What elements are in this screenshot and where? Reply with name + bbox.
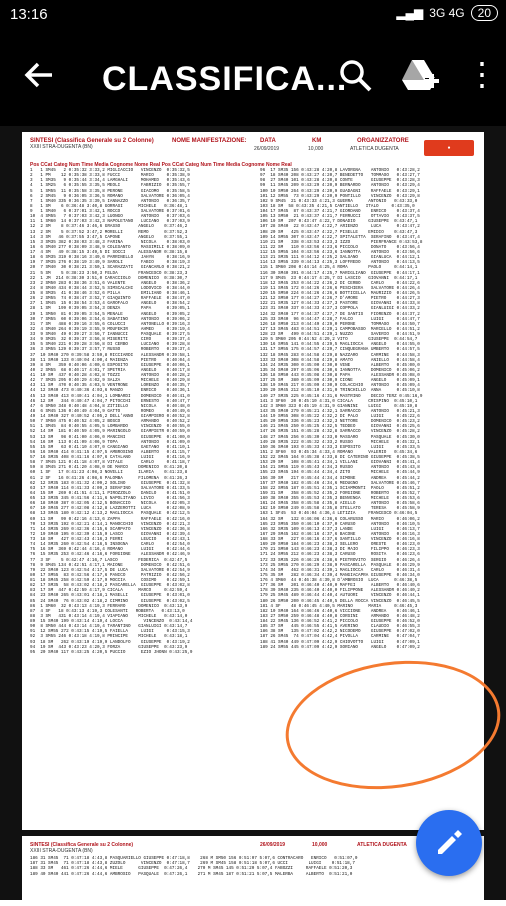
table-row: 87 4 SF 18 0:43:13 4:19,3 COLESANTI ROBERTA 0:43:13,0 bbox=[30, 608, 185, 614]
table-row: 117 9 SM45 23 0:44:17 4:25,7 DI LASCIO GIOVANNI 0:44:17,1 bbox=[260, 275, 418, 281]
table-row: 81 18 SM45 258 0:42:59 4:17,9 MOCCIA COSIMO 0:42:59,1 bbox=[30, 578, 190, 583]
table-row: 25 8 SM35 41 0:38:46 3:52,6 PILLA EMILIANO 0:38:46,1 bbox=[30, 291, 190, 296]
manifest-label: NOME MANIFESTAZIONE: bbox=[172, 138, 247, 144]
table-row: 41 10 SM 437 0:40:28 4:02,8 TOZZI ANTONIO 0:40:28,2 bbox=[30, 373, 190, 378]
edit-fab-button[interactable] bbox=[416, 810, 482, 876]
table-row: 2 1 PM 12 0:35:38 3:33,8 FUCCI MARIO 0:35:38,9 bbox=[30, 173, 190, 179]
table-row: 15 3 SM35 382 0:38:03 3:48,3 FARINA NICOLA 0:38:03,0 bbox=[30, 239, 190, 245]
battery-level: 20 bbox=[477, 6, 491, 20]
table-row: 98 27 SM40 101 0:43:28 4:20,8 CONTE GIUSEPPE 0:43:28,3 bbox=[260, 178, 420, 184]
table-row: 43 11 SM 470 0:40:35 4:03,5 VENTRONE LORENZO 0:40:35,7 bbox=[30, 383, 190, 389]
organizer-label: ORGANIZZATORE bbox=[357, 138, 409, 144]
table-row: 184 22 SM45 136 0:46:52 4:41,2 PICCOLO GIUSEPPE 0:46:52,0 bbox=[260, 619, 420, 624]
table-row: 115 1 SM60 208 0:44:14 4:25,4 ROMA PAOLO 0:44:14,1 bbox=[260, 265, 418, 271]
table-row: 151 2 SF60 93 0:45:34 4:33,4 ROMANO VALERIO 0:45:34,6 bbox=[260, 449, 418, 455]
table-row: 34 9 SM35 32 0:39:37 3:56,8 MISERITI CIRO 0:39:37,4 bbox=[30, 337, 190, 343]
table-row: 67 10 SM45 277 0:42:08 4:12,8 LAZZEROTTI LUCA 0:42:08,9 bbox=[30, 506, 190, 512]
table-row: 51 1 SM45 84 0:40:55 4:05,5 LOMBARDO VINCENZO 0:40:55,0 bbox=[30, 424, 190, 430]
table-row: 106 19 SM 207 0:43:47 4:22,7 DONADIO GIUSEPPE 0:43:47,1 bbox=[260, 219, 418, 225]
table-row: 161 24 SM45 358 0:45:58 4:35,8 AIELLO ANTONIO 0:45:58,6 bbox=[260, 501, 420, 507]
table-row: 26 2 SM55 74 0:38:47 3:52,7 GIAQUINTO RAFFAELE 0:38:47,0 bbox=[30, 296, 190, 302]
table-row: 123 31 SM40 337 0:44:33 4:27,3 COPPOLA GIANLUIGI 0:44:33,2 bbox=[260, 306, 420, 312]
table-row: 173 25 SM55 270 0:46:29 4:38,9 PASCARELLA PASQUALE 0:46:29,9 bbox=[260, 562, 420, 568]
pencil-icon bbox=[434, 828, 464, 858]
date-value: 26/09/2019 bbox=[254, 146, 280, 152]
table-row: 108 20 SM 425 0:43:47 4:22,7 PISELLE EMIDIO 0:43:47,3 bbox=[260, 229, 418, 235]
table-row: 20 7 SM40 30 0:38:21 3:50,1 SCARAZZATI GIANCARLO 0:38:21,2 bbox=[30, 265, 190, 271]
table-row: 120 15 SM50 224 0:44:26 4:26,6 BOTTICELLA MAURIZIO 0:44:26,5 bbox=[260, 291, 420, 296]
table-row: 188 41 SM40 449 0:47:09 4:42,9 CHIOVOTTO LUIGI 0:47:09,1 bbox=[260, 639, 420, 645]
table-row: 33 9 SM40 49 0:39:27 3:56,7 IANNUCCI PASQUALE 0:39:27,5 bbox=[30, 332, 190, 337]
table-row: 77 3 SF 5 0:42:47 4:16,7 LASCO FEDERICA 0:42:47,5 bbox=[30, 557, 188, 563]
signal-icon: ▂▄▆ bbox=[396, 6, 424, 20]
table-row: 90 8 SM50 444 0:43:14 4:19,4 TARANTINO GIANLUIGI 0:43:14,7 bbox=[30, 624, 188, 630]
table-row: 48 6 SM45 136 0:40:49 4:04,9 GATTO ROMEO 0:40:49,6 bbox=[30, 408, 190, 414]
table-row: 143 35 SM40 279 0:45:21 4:32,1 SARRACCO ANTONIO 0:45:21,3 bbox=[260, 408, 420, 414]
table-row: 23 2 SM50 283 0:38:36 3:51,6 VALENTE ANGELO 0:38:36,2 bbox=[30, 280, 190, 286]
table-row: 58 7 SM45 121 0:41:18 4:07,8 VITALE CARLO 0:41:18,7 bbox=[30, 460, 190, 466]
table-row: 144 19 SM55 308 0:45:22 4:32,2 DI PALO LUIGI 0:45:22,6 bbox=[260, 414, 420, 419]
table-row: 54 16 SM 113 0:41:09 4:06,9 TOPA ANTONIO 0:41:09,0 bbox=[30, 439, 190, 445]
organizer-value: ATLETICA DUGENTA bbox=[350, 146, 399, 152]
table-row: 12 2 SM 8 0:37:46 3:46,6 GRASSO ANGELO 0:37:46,2 bbox=[30, 224, 188, 230]
table-row: 55 15 SM 63 0:41:10 4:07,0 CANGIANO GAETANO 0:41:10,1 bbox=[30, 444, 190, 450]
table-row: 165 23 SM55 350 0:46:10 4:37,0 CARUSO ANTONIO 0:46:10,5 bbox=[260, 521, 420, 527]
table-row: 189 40 SM40 441 0:47:26 4:44,6 AMBROSIO PASQUALE 0:47:26,1 271 M SM45 187 0:51:21 5:07,5 MALERBA ALBERTO 0:51:21,0 bbox=[30, 871, 353, 877]
table-row: 70 13 SM35 192 0:42:21 4:14,1 MANOCCHIO VINCENZO 0:42:21,3 bbox=[30, 521, 190, 527]
page2-date: 26/09/2019 bbox=[260, 842, 286, 848]
page2-header-title: SINTESI (Classifica Generale su 2 Colonne) bbox=[30, 842, 134, 848]
table-row: 89 15 SM40 199 0:43:14 4:19,4 LOCCA VINCENZO 0:43:14,4 bbox=[30, 619, 193, 624]
table-row: 152 22 SM45 164 0:45:38 4:33,8 DI CATERINO GIUSEPPE 0:45:38,5 bbox=[260, 455, 420, 460]
table-row: 133 33 SM40 308 0:44:58 4:29,8 AMATO ANIELLO 0:44:58,4 bbox=[260, 357, 420, 363]
page2-organizer: ATLETICA DUGENTA bbox=[357, 842, 407, 848]
km-value: 10,000 bbox=[308, 146, 324, 152]
table-row: 83 17 SM 447 0:42:59 4:17,9 CICALA MARCO 0:42:59,4 bbox=[30, 588, 188, 594]
table-row: 139 20 SM45 212 0:45:10 4:31,0 TRINCHILLO ANNA 0:45:10,8 bbox=[260, 388, 420, 394]
table-row: 121 12 SM50 177 0:44:27 4:26,7 D'AMORE PIETRO 0:44:27,3 bbox=[260, 296, 420, 302]
search-icon[interactable] bbox=[336, 56, 376, 96]
table-row: 185 37 SM 445 0:46:55 4:41,5 AVERINO CLAUDIO 0:46:55,3 bbox=[260, 624, 420, 630]
document-page bbox=[22, 132, 484, 830]
table-row: 103 18 SM 58 0:43:35 4:21,5 CANTIELLO ITALO 0:43:35,0 bbox=[260, 203, 415, 209]
table-row: 156 30 SM 217 0:45:44 4:34,4 SIMONE ANDREA 0:45:44,2 bbox=[260, 475, 420, 481]
table-row: 140 27 SM35 225 0:45:16 4:31,6 MASTRINO DECIO TERZ 0:45:16,9 bbox=[260, 393, 423, 399]
table-row: 122 21 SM35 127 0:44:33 4:27,3 PASTORE GIOVANNI 0:44:33,8 bbox=[260, 301, 420, 307]
event-name: XXIII STRA-DUGENTA (BN) bbox=[30, 144, 93, 150]
table-row: 110 21 SM 338 0:43:53 4:23,3 IZZO PIERFRANCE 0:43:53,8 bbox=[260, 239, 423, 245]
km-label: KM bbox=[312, 138, 322, 144]
table-row: 62 12 SM35 183 0:41:32 4:09,2 SOLINO GIUSEPPE 0:41:32,8 bbox=[30, 480, 190, 486]
table-row: 42 7 SM35 295 0:40:29 4:02,9 SALZA MICHELE 0:40:29,8 bbox=[30, 378, 190, 384]
table-row: 186 38 SM 135 0:47:02 4:42,2 NICODEMO GIUSEPPE 0:47:02,0 bbox=[260, 629, 420, 635]
table-row: 145 20 SM55 336 0:45:23 4:32,3 NETTORE DOMENICO 0:45:23,2 bbox=[260, 419, 420, 425]
table-row: 172 33 SM35 226 0:46:26 4:38,6 PIETROVITO SERGIO 0:46:26,4 bbox=[260, 557, 420, 563]
table-row: 104 17 SM45 87 0:43:37 4:21,7 GIORDANO ENRICO 0:43:37,4 bbox=[260, 209, 420, 214]
table-row: 17 4 SM 49 0:38:15 3:49,5 DI SOCCI ALESSANDR 0:38:15,8 bbox=[30, 250, 188, 255]
table-row: 49 14 SM40 327 0:40:52 4:05,2 DELL'ANNO GIAMPIERO 0:40:52,8 bbox=[30, 414, 190, 419]
network-label: 3G 4G bbox=[429, 6, 465, 20]
table-row: 113 21 SM35 111 0:44:12 4:25,2 SALSANO GIANLUCA 0:44:12,1 bbox=[260, 255, 420, 261]
table-row: 155 23 SM45 194 0:45:44 4:34,4 ZITO MICHELE 0:45:44,9 bbox=[260, 470, 420, 476]
table-row: 107 28 SM40 22 0:43:47 4:22,7 ARIENZO LUCA 0:43:47,2 bbox=[260, 224, 420, 230]
table-row: 126 18 SM50 213 0:44:49 4:29,0 PERONE TOMMASO 0:44:50,7 bbox=[260, 321, 420, 327]
table-row: 131 17 SM55 175 0:44:57 4:29,7 CINQUEGRANA UMBERTO 0:44:57,5 bbox=[260, 347, 420, 353]
table-row: 141 3 SF60 20 0:45:10 4:31,0 CICALA CRISPINO 0:45:10,1 bbox=[260, 398, 418, 404]
table-row: 146 21 SM45 250 0:45:25 4:32,5 TEDDEO GIOVANNI 0:45:25,6 bbox=[260, 424, 420, 430]
table-row: 130 16 SM55 141 0:44:55 4:29,5 MAGLIOCCA ANGELO 0:44:55,0 bbox=[260, 342, 420, 348]
table-row: 180 26 SM50 200 0:46:45 4:40,5 DELLA ROCCA VINCENZO 0:46:45,5 bbox=[260, 598, 420, 604]
table-row: 162 19 SM50 249 0:45:58 4:35,8 STELLATO TERESA 0:45:58,9 bbox=[260, 506, 420, 512]
table-row: 97 18 SM40 208 0:43:27 4:20,7 BENEDETTO TOMMASO 0:43:27,7 bbox=[260, 173, 420, 179]
table-row: 47 6 SM50 348 0:40:48 4:04,8 ZITIELLO NICOLA 0:40:48,0 bbox=[30, 403, 190, 409]
table-row: 166 32 SM35 109 0:46:13 4:37,3 LANDE LUIGI 0:46:13,7 bbox=[260, 526, 420, 532]
table-row: 101 12 SM55 73 0:43:29 4:20,9 PONTILLO VINCENZO 0:43:29,8 bbox=[260, 193, 420, 199]
table-row: 85 24 SM40 76 0:43:02 4:18,2 CIMMINO GIUSEPPE 0:43:02,5 bbox=[30, 598, 190, 604]
table-row: 174 34 SM 462 0:46:31 4:39,1 MAGLIOCCA CARLO 0:46:31,4 bbox=[260, 567, 420, 573]
table-row: 169 20 SM50 184 0:46:23 4:38,3 SELLERO ORESTE 0:46:23,0 bbox=[260, 542, 420, 548]
table-row: 60 1 SF 17 0:41:23 4:08,3 NOVELLI ILARIA 0:41:23,8 bbox=[30, 470, 188, 476]
table-row: 179 25 SM45 489 0:46:44 4:40,4 AUTUORI VINCENZO 0:46:44,1 bbox=[260, 593, 420, 599]
table-row: 100 10 SM50 264 0:43:29 4:20,9 GUADAGNI RAFFAELE 0:43:29,1 bbox=[260, 188, 420, 194]
table-row: 78 9 SM45 134 0:42:51 4:17,1 MAIONE DOMENICO 0:42:51,6 bbox=[30, 562, 190, 568]
table-row: 129 5 SM60 205 0:44:52 4:29,2 VITO GIUSEPPE 0:44:54,7 bbox=[260, 337, 418, 343]
table-row: 147 26 SM35 151 0:45:28 4:32,8 SARRACCO VINCENZO 0:45:28,2 bbox=[260, 429, 420, 435]
table-row: 61 2 SF 16 0:41:26 4:08,6 PALOMBA FILOMENA 0:41:26,3 bbox=[30, 475, 188, 481]
table-row: 8 1 SM 6 0:36:48 3:40,8 GORRASI MICHELE 0:36:48,1 bbox=[30, 203, 188, 209]
table-row: 187 31 SM45 71 0:47:18 4:43,8 ZUZOLO VINCENZO 0:47:18,7 269 M SM45 158 0:51:18 5:07,6 UCCI LUIGI 0:51:18,7 bbox=[30, 861, 355, 867]
table-row: 57 16 SM35 408 0:41:16 4:07,6 CATALANO LUIGI 0:41:16,9 bbox=[30, 455, 190, 460]
table-row: 186 31 SM45 71 0:47:18 4:43,8 PASQUARIELLO GIUSEPPE 0:47:18,8 268 M SM50 156 0:51:07 5:07,6 CONTRACARO ENRICO 0:51:07,0 bbox=[30, 856, 358, 861]
table-row: 158 22 SM55 187 0:45:51 4:35,1 SCIAMMONTI PAOLO 0:45:51,2 bbox=[260, 485, 420, 491]
page2-event: XXIII STRA-DUGENTA (BN) bbox=[30, 848, 93, 854]
table-row: 9 1 SM40 6 0:37:01 3:42,1 ROCCO SALVATORE 0:37:01,6 bbox=[30, 209, 190, 214]
table-row: 92 3 SM55 246 0:43:18 4:19,8 PRINCIPE MICHELE 0:43:18,1 bbox=[30, 634, 188, 640]
drive-add-icon[interactable] bbox=[398, 56, 440, 96]
table-row: 163 1 SF45 53 0:46:04 4:36,4 LETIZIA FRANCESCO 0:46:04,5 bbox=[260, 511, 418, 517]
table-row: 50 7 SM50 475 0:40:52 4:05,2 BOSCO ARMANDO 0:40:52,2 bbox=[30, 419, 190, 425]
table-row: 73 18 SM 427 0:42:43 4:16,3 FERRI LEUCIO 0:42:43,1 bbox=[30, 537, 190, 542]
table-row: 38 11 SM40 133 0:40:04 4:00,4 MAIENZA PIETRO 0:40:04,4 bbox=[30, 357, 190, 363]
table-row: 59 8 SM45 271 0:41:20 4:08,0 DE MARCO DOMENICO 0:41:20,8 bbox=[30, 465, 188, 471]
pdf-viewer[interactable] bbox=[0, 126, 506, 900]
document-page-2 bbox=[22, 836, 484, 906]
table-row: 125 33 SM40 96 0:44:47 4:28,7 FALCO LUIGI 0:44:47,7 bbox=[260, 316, 420, 322]
table-row: 68 13 SM45 180 0:42:12 4:13,2 MAGLIOCCA PASQUALE 0:42:12,5 bbox=[30, 511, 190, 517]
table-row: 102 9 SM45 21 0:43:33 4:21,3 GUERRA ANTONIO 0:43:33,0 bbox=[260, 198, 418, 204]
table-row: 31 7 SM 488 0:39:16 3:55,6 COLUCCI ANTONELLO 0:39:16,3 bbox=[30, 321, 190, 327]
more-vert-icon[interactable]: ⋮ bbox=[466, 56, 498, 92]
table-row: 119 11 SM45 172 0:44:26 4:26,6 PESCHIERA SALVATORE 0:44:26,4 bbox=[260, 285, 420, 291]
table-row: 14 3 SM 46 0:37:55 3:47,5 CAPONE ANGELO 0:37:55,1 bbox=[30, 234, 188, 240]
table-row: 91 12 SM55 272 0:43:15 4:19,5 FAIELLA LUIGI 0:43:15,3 bbox=[30, 629, 190, 635]
table-row: 56 16 SM40 414 0:41:15 4:07,5 AMBROSINO ALBERTO 0:41:15,7 bbox=[30, 449, 190, 455]
table-row: 39 8 SM 359 0:40:06 4:00,6 ESPOSITO GIUSEPPE 0:40:06,1 bbox=[30, 362, 190, 368]
column-headers: Pos CCat Categ Num Time Media Cognome Nome Real Pos CCat Categ Num Time Media Cognome Nome Real bbox=[30, 162, 292, 168]
table-row: 150 36 SM40 193 0:45:33 4:33,3 ESPOSITO LUIGI 0:45:33,5 bbox=[260, 444, 420, 450]
table-row: 10 4 SM55 7 0:37:03 3:42,3 LUONGO ANTONIO 0:37:03,6 bbox=[30, 214, 190, 220]
table-row: 157 37 SM40 182 0:45:46 4:34,6 MEDUGNO SALVATORE 0:45:46,7 bbox=[260, 480, 420, 486]
table-row: 95 20 SM40 117 0:43:25 4:20,5 PUCCIO EZIO JHONN 0:43:25,9 bbox=[30, 649, 193, 655]
table-row: 96 17 SM35 156 0:43:28 4:20,8 LAVORGNA ANTONIO 0:43:28,2 bbox=[260, 168, 420, 173]
back-arrow-icon[interactable] bbox=[22, 58, 56, 98]
table-row: 116 30 SM40 391 0:44:17 4:25,7 MARIGLIANO GIUSEPPE 0:44:17,1 bbox=[260, 270, 420, 276]
table-row: 22 1 JM 214 0:38:30 3:51,0 CARACCIOLO DOMENICO 0:38:30,7 bbox=[30, 275, 188, 281]
table-row: 82 17 SM35 58 0:43:02 4:18,2 PASCARELLA GIUSEPPE 0:43:02,8 bbox=[30, 583, 190, 589]
document-title: CLASSIFICA... bbox=[102, 60, 348, 98]
battery-icon bbox=[471, 5, 498, 21]
table-row: 159 31 SM 358 0:45:52 4:35,2 FORGIONE ROBERTO 0:45:52,7 bbox=[260, 490, 420, 496]
table-row: 44 12 SM40 473 0:40:36 4:03,6 MANZO ENRICO 0:40:36,1 bbox=[30, 388, 190, 394]
table-row: 164 32 SM 132 0:46:06 4:36,6 COLARUSSO MARIO 0:46:06,2 bbox=[260, 516, 420, 522]
table-row: 69 11 SM 99 0:42:16 4:13,6 ZAPPA RAFFAELE 0:42:16,0 bbox=[30, 516, 190, 522]
page2-km: 10,000 bbox=[312, 842, 328, 848]
table-row: 35 5 SM40 221 0:39:28 3:56,8 DI CERBO LUCIANO 0:39:28,8 bbox=[30, 342, 190, 348]
table-row: 32 4 SM40 264 0:39:19 3:55,9 MOUFEKIR AHMED 0:39:19,4 bbox=[30, 326, 190, 332]
table-row: 168 33 SM 227 0:46:16 4:37,6 SANTILLO VINCENZO 0:46:16,8 bbox=[260, 537, 420, 542]
table-row: 182 10 SM40 164 0:46:46 4:40,6 VICCIONE ANDREA 0:46:46,1 bbox=[260, 608, 420, 614]
table-row: 79 22 SM40 123 0:42:54 4:17,5 DE LUCA SALVATORE 0:42:54,9 bbox=[30, 567, 190, 573]
table-row: 189 24 SM55 445 0:47:09 4:42,9 SORIANO ANGELO 0:47:09,2 bbox=[260, 644, 420, 650]
table-row: 1 1 SM45 2 0:35:32 3:33,2 MIGLIACCIO VINCENZO 0:35:32,5 bbox=[30, 168, 190, 173]
table-row: 5 1 SM55 11 0:35:58 3:35,8 PERONE GIACOMO 0:35:58,5 bbox=[30, 188, 190, 194]
status-icons bbox=[396, 5, 498, 21]
table-row: 148 27 SM45 256 0:45:30 4:33,0 MASSARO PASQUALE 0:45:30,0 bbox=[260, 434, 420, 440]
table-row: 65 13 SM35 345 0:41:56 4:11,6 NAPOLITANO LIVIO 0:41:56,3 bbox=[30, 496, 190, 501]
table-row: 138 19 SM45 217 0:45:09 4:30,9 COLACCHIO ANTONIO 0:45:09,4 bbox=[260, 383, 420, 389]
table-row: 16 6 SM40 277 0:38:09 3:48,9 COLESANTO MASSIMILI 0:38:09,0 bbox=[30, 244, 190, 250]
table-row: 4 1 SM25 6 0:35:55 3:35,5 MEOLI FABRIZIO 0:35:55,7 bbox=[30, 183, 190, 189]
table-row: 45 13 SM40 413 0:40:41 4:04,1 LOMBARDI DOMENICO 0:40:41,0 bbox=[30, 393, 190, 399]
table-row: 46 12 SM 344 0:40:47 4:04,7 PITOCCHI ERNESTO 0:40:47,7 bbox=[30, 398, 190, 404]
table-row: 188 33 SM 461 0:47:26 4:44,6 MIELE GIUSEPPE 0:47:26,4 270 M SM45 145 0:51:20 5:07,4 FABOZZI RAFFAELE 0:51:20,3 bbox=[30, 866, 353, 872]
table-row: 187 26 SM45 74 0:47:04 4:42,4 PIVOLLA CARMINE 0:47:04,7 bbox=[260, 634, 420, 640]
table-row: 37 10 SM40 270 0:39:58 3:59,8 RICCIARDI ALESSANDR 0:39:58,1 bbox=[30, 352, 190, 358]
table-row: 136 18 SM50 443 0:45:08 4:30,8 PAPA ALESSANDR 0:45:08,0 bbox=[260, 373, 420, 378]
table-row: 86 1 SM60 32 0:43:13 4:19,3 FERRARO DOMENICO 0:43:13,9 bbox=[30, 603, 188, 609]
table-row: 75 16 SM 369 0:42:44 4:16,4 ROMANO LUIGI 0:42:44,6 bbox=[30, 547, 190, 553]
table-row: 109 14 SM55 307 0:43:47 4:22,7 SPITALETTA SERAFINO 0:43:47,4 bbox=[260, 234, 420, 240]
table-row: 135 34 SM40 297 0:45:06 4:30,6 IANNOTTA DOMENICO 0:45:06,2 bbox=[260, 367, 420, 373]
date-label: DATA bbox=[260, 138, 276, 144]
page2-results bbox=[30, 856, 480, 904]
table-row: 134 24 SM35 300 0:45:00 4:30,0 VENE ALBERTO 0:45:00,0 bbox=[260, 362, 420, 368]
status-time: 13:16 bbox=[10, 6, 48, 23]
table-row: 127 13 SM45 483 0:44:51 4:29,1 CAMPOBASSO MARCELLO 0:44:51,2 bbox=[260, 326, 420, 332]
table-row: 128 23 SM 499 0:44:51 4:29,1 NUZZO SAVERIO 0:44:51,9 bbox=[260, 332, 420, 337]
page-header bbox=[30, 138, 154, 150]
status-bar bbox=[0, 0, 506, 30]
table-row: 175 35 SM 282 0:46:34 4:39,4 MANGIACAPRA GIUSEPPE 0:46:34,0 bbox=[260, 572, 420, 578]
table-row: 124 32 SM40 177 0:44:37 4:27,7 DE SANTIS FIORENZO 0:44:37,2 bbox=[260, 311, 420, 317]
table-row: 29 1 SM50 81 0:39:05 3:54,5 MENALE ANGELO 0:39:05,2 bbox=[30, 311, 190, 317]
table-row: 171 24 SM55 212 0:46:23 4:38,3 CARUSO ROSITA 0:46:23,6 bbox=[260, 552, 420, 558]
table-row: 19 7 SM35 276 0:38:19 3:49,9 SAROLI FABIO 0:38:19,3 bbox=[30, 260, 190, 266]
table-row: 178 39 SM40 235 0:46:40 4:40,0 FILIPPONE ALESSANDR 0:46:40,2 bbox=[260, 588, 420, 594]
table-row: 7 1 SM40 335 0:36:35 3:39,5 IANNAZZO ANTONIO 0:36:35,7 bbox=[30, 198, 190, 204]
table-row: 24 8 SM40 434 0:38:44 3:52,5 SIMSCALCHI LODOVICO 0:38:44,0 bbox=[30, 285, 190, 291]
table-row: 76 15 SM35 253 0:42:46 4:16,6 FORGIONE ALESSANDR 0:42:46,9 bbox=[30, 552, 190, 558]
results-left-column bbox=[30, 168, 248, 822]
table-row: 112 15 SM55 104 0:43:56 4:23,6 IANNOTTA ANTONIO 0:43:56,6 bbox=[260, 250, 420, 255]
table-row: 52 14 SM 181 0:40:59 4:05,9 MARINGOLO GIAMPIETR 0:40:59,0 bbox=[30, 429, 190, 435]
table-row: 137 25 SM 380 0:45:09 4:30,9 CIONE ANGELO 0:45:09,1 bbox=[260, 378, 420, 384]
table-row: 72 19 SM40 195 0:42:39 4:15,9 LASCO GIOVANNI 0:42:39,4 bbox=[30, 531, 190, 537]
table-row: 63 17 SM40 114 0:41:33 4:09,3 SERAFINO SALVATORE 0:41:33,5 bbox=[30, 485, 190, 491]
header-title: SINTESI (Classifica Generale su 2 Colonne) bbox=[30, 138, 154, 144]
table-row: 183 27 SM50 259 0:46:48 4:40,8 CORSINI ARMANDO 0:46:48,2 bbox=[260, 613, 420, 619]
table-row: 64 15 SM 269 0:41:51 4:11,1 PIROZZOLO DANILO 0:41:51,0 bbox=[30, 490, 190, 496]
table-row: 74 14 SM35 260 0:42:54 4:16,5 INSOGNA CARLO 0:42:54,0 bbox=[30, 542, 190, 548]
table-row: 80 17 SM55 83 0:42:56 4:17,6 PANICO PATRIZIO 0:42:56,2 bbox=[30, 572, 190, 578]
table-row: 88 3 SM 431 0:43:14 4:19,4 VIAPIANO MICHELE 0:43:14,0 bbox=[30, 613, 188, 619]
table-row: 111 22 SM 110 0:43:56 4:23,6 PICCOLO DONATO 0:43:56,4 bbox=[260, 244, 420, 250]
table-row: 3 1 SM35 9 0:35:44 3:34,4 LAMGHALI MOHAMED 0:35:43,6 bbox=[30, 178, 190, 184]
table-row: 99 11 SM45 209 0:43:29 4:20,9 BERNARDO ANTONIO 0:43:29,4 bbox=[260, 183, 420, 189]
table-row: 11 1 SM60 14 0:37:03 3:42,3 NAPOLETANO LUCIANO 0:37:03,9 bbox=[30, 219, 190, 225]
table-row: 177 36 SM 201 0:46:40 4:40,0 MAFFEI ALBERTO 0:46:40,6 bbox=[260, 583, 420, 589]
table-row: 21 5 SM 5 0:38:23 3:50,3 FELDA FRANCESCO 0:38:23,3 bbox=[30, 270, 188, 276]
sponsor-logo: ● bbox=[424, 140, 474, 156]
table-row: 181 4 SF 48 0:46:45 4:40,5 MARINO MARIA 0:46:45,3 bbox=[260, 603, 418, 609]
table-row: 118 12 SM45 253 0:44:22 4:26,2 DI CERBO CARLO 0:44:22,6 bbox=[260, 280, 420, 286]
table-row: 27 1 SM45 15 0:38:54 3:53,4 GAROFALO ANGELO 0:38:54,2 bbox=[30, 301, 190, 307]
table-row: 30 7 SM55 60 0:39:06 3:54,6 SABATINO ANTONIO 0:39:06,2 bbox=[30, 316, 190, 322]
table-row: 167 29 SM45 162 0:46:16 4:37,6 BACONE ANTONIO 0:46:16,3 bbox=[260, 531, 420, 537]
table-row: 153 29 SM 108 0:45:41 4:34,1 VILLANI GIOVANNI 0:45:41,4 bbox=[260, 460, 420, 466]
table-row: 6 2 SM45 9 0:36:05 3:36,5 ROMANO SALVATORE 0:36:05,4 bbox=[30, 193, 190, 199]
table-row: 154 21 SM55 119 0:45:43 4:34,3 RUSSO ANTONIO 0:45:43,8 bbox=[260, 465, 420, 471]
table-row: 160 38 SM40 355 0:45:53 4:35,3 BENVENGA MICHELE 0:45:53,6 bbox=[260, 496, 420, 501]
table-row: 176 4 SM60 44 0:46:38 4:39,8 D'AMBROSIO LUCA 0:46:38,5 bbox=[260, 578, 418, 583]
table-row: 36 3 SM55 129 0:39:37 3:57,7 RUSSO ROBERTO 0:39:37,4 bbox=[30, 347, 190, 353]
table-row: 105 13 SM50 21 0:43:37 4:21,7 FERRUCCI OTTAVIO 0:43:37,5 bbox=[260, 214, 420, 220]
table-row: 142 3 SM60 323 0:45:19 4:31,9 GIANNINI LUIGI 0:45:19,8 bbox=[260, 403, 418, 409]
table-row: 94 19 SM 443 0:43:23 4:20,3 FORZA GIUSEPPE 0:43:23,9 bbox=[30, 644, 188, 650]
table-row: 93 18 SM 262 0:43:19 4:19,9 LANDOLFO GIUSEPPE 0:43:19,2 bbox=[30, 639, 190, 645]
table-row: 28 1 SM 199 0:39:05 3:54,3 DENZA PAPA 0:39:05,1 bbox=[30, 306, 190, 312]
table-row: 18 6 SM35 319 0:38:16 3:49,6 PARRINELLO JAHYN 0:38:16,9 bbox=[30, 255, 190, 261]
table-row: 66 18 SM40 387 0:42:05 4:12,5 BONACCIO NICOLA 0:42:05,3 bbox=[30, 501, 190, 507]
table-row: 71 14 SM35 269 0:42:36 4:15,6 SCARPATO VINCENZO 0:42:36,8 bbox=[30, 526, 190, 532]
table-row: 53 13 SM 98 0:41:00 4:06,0 MANCINI GIUSEPPE 0:41:00,0 bbox=[30, 434, 190, 440]
table-row: 13 2 SM 5 0:37:52 3:47,2 MORELLI REMO 0:37:52,3 bbox=[30, 229, 188, 235]
table-row: 114 13 SM55 339 0:44:13 4:25,3 LOFFREDO ANTONIO 0:44:13,5 bbox=[260, 260, 420, 266]
app-bar bbox=[0, 30, 506, 126]
table-row: 84 23 SM40 265 0:43:01 4:18,1 MASELLI GIUSEPPE 0:43:01,0 bbox=[30, 593, 190, 599]
table-row: 40 2 SM55 68 0:40:17 4:01,7 SPETRIA ANGELO 0:40:17,8 bbox=[30, 367, 190, 373]
table-row: 132 18 SM45 283 0:44:58 4:29,8 NAZZARO CARMINE 0:44:58,3 bbox=[260, 352, 420, 358]
table-row: 149 28 SM35 222 0:45:32 4:33,2 RUSSO MICHELE 0:45:32,1 bbox=[260, 439, 420, 445]
table-row: 170 21 SM50 143 0:46:23 4:38,3 DI MAIO FILIPPO 0:46:23,3 bbox=[260, 547, 420, 553]
